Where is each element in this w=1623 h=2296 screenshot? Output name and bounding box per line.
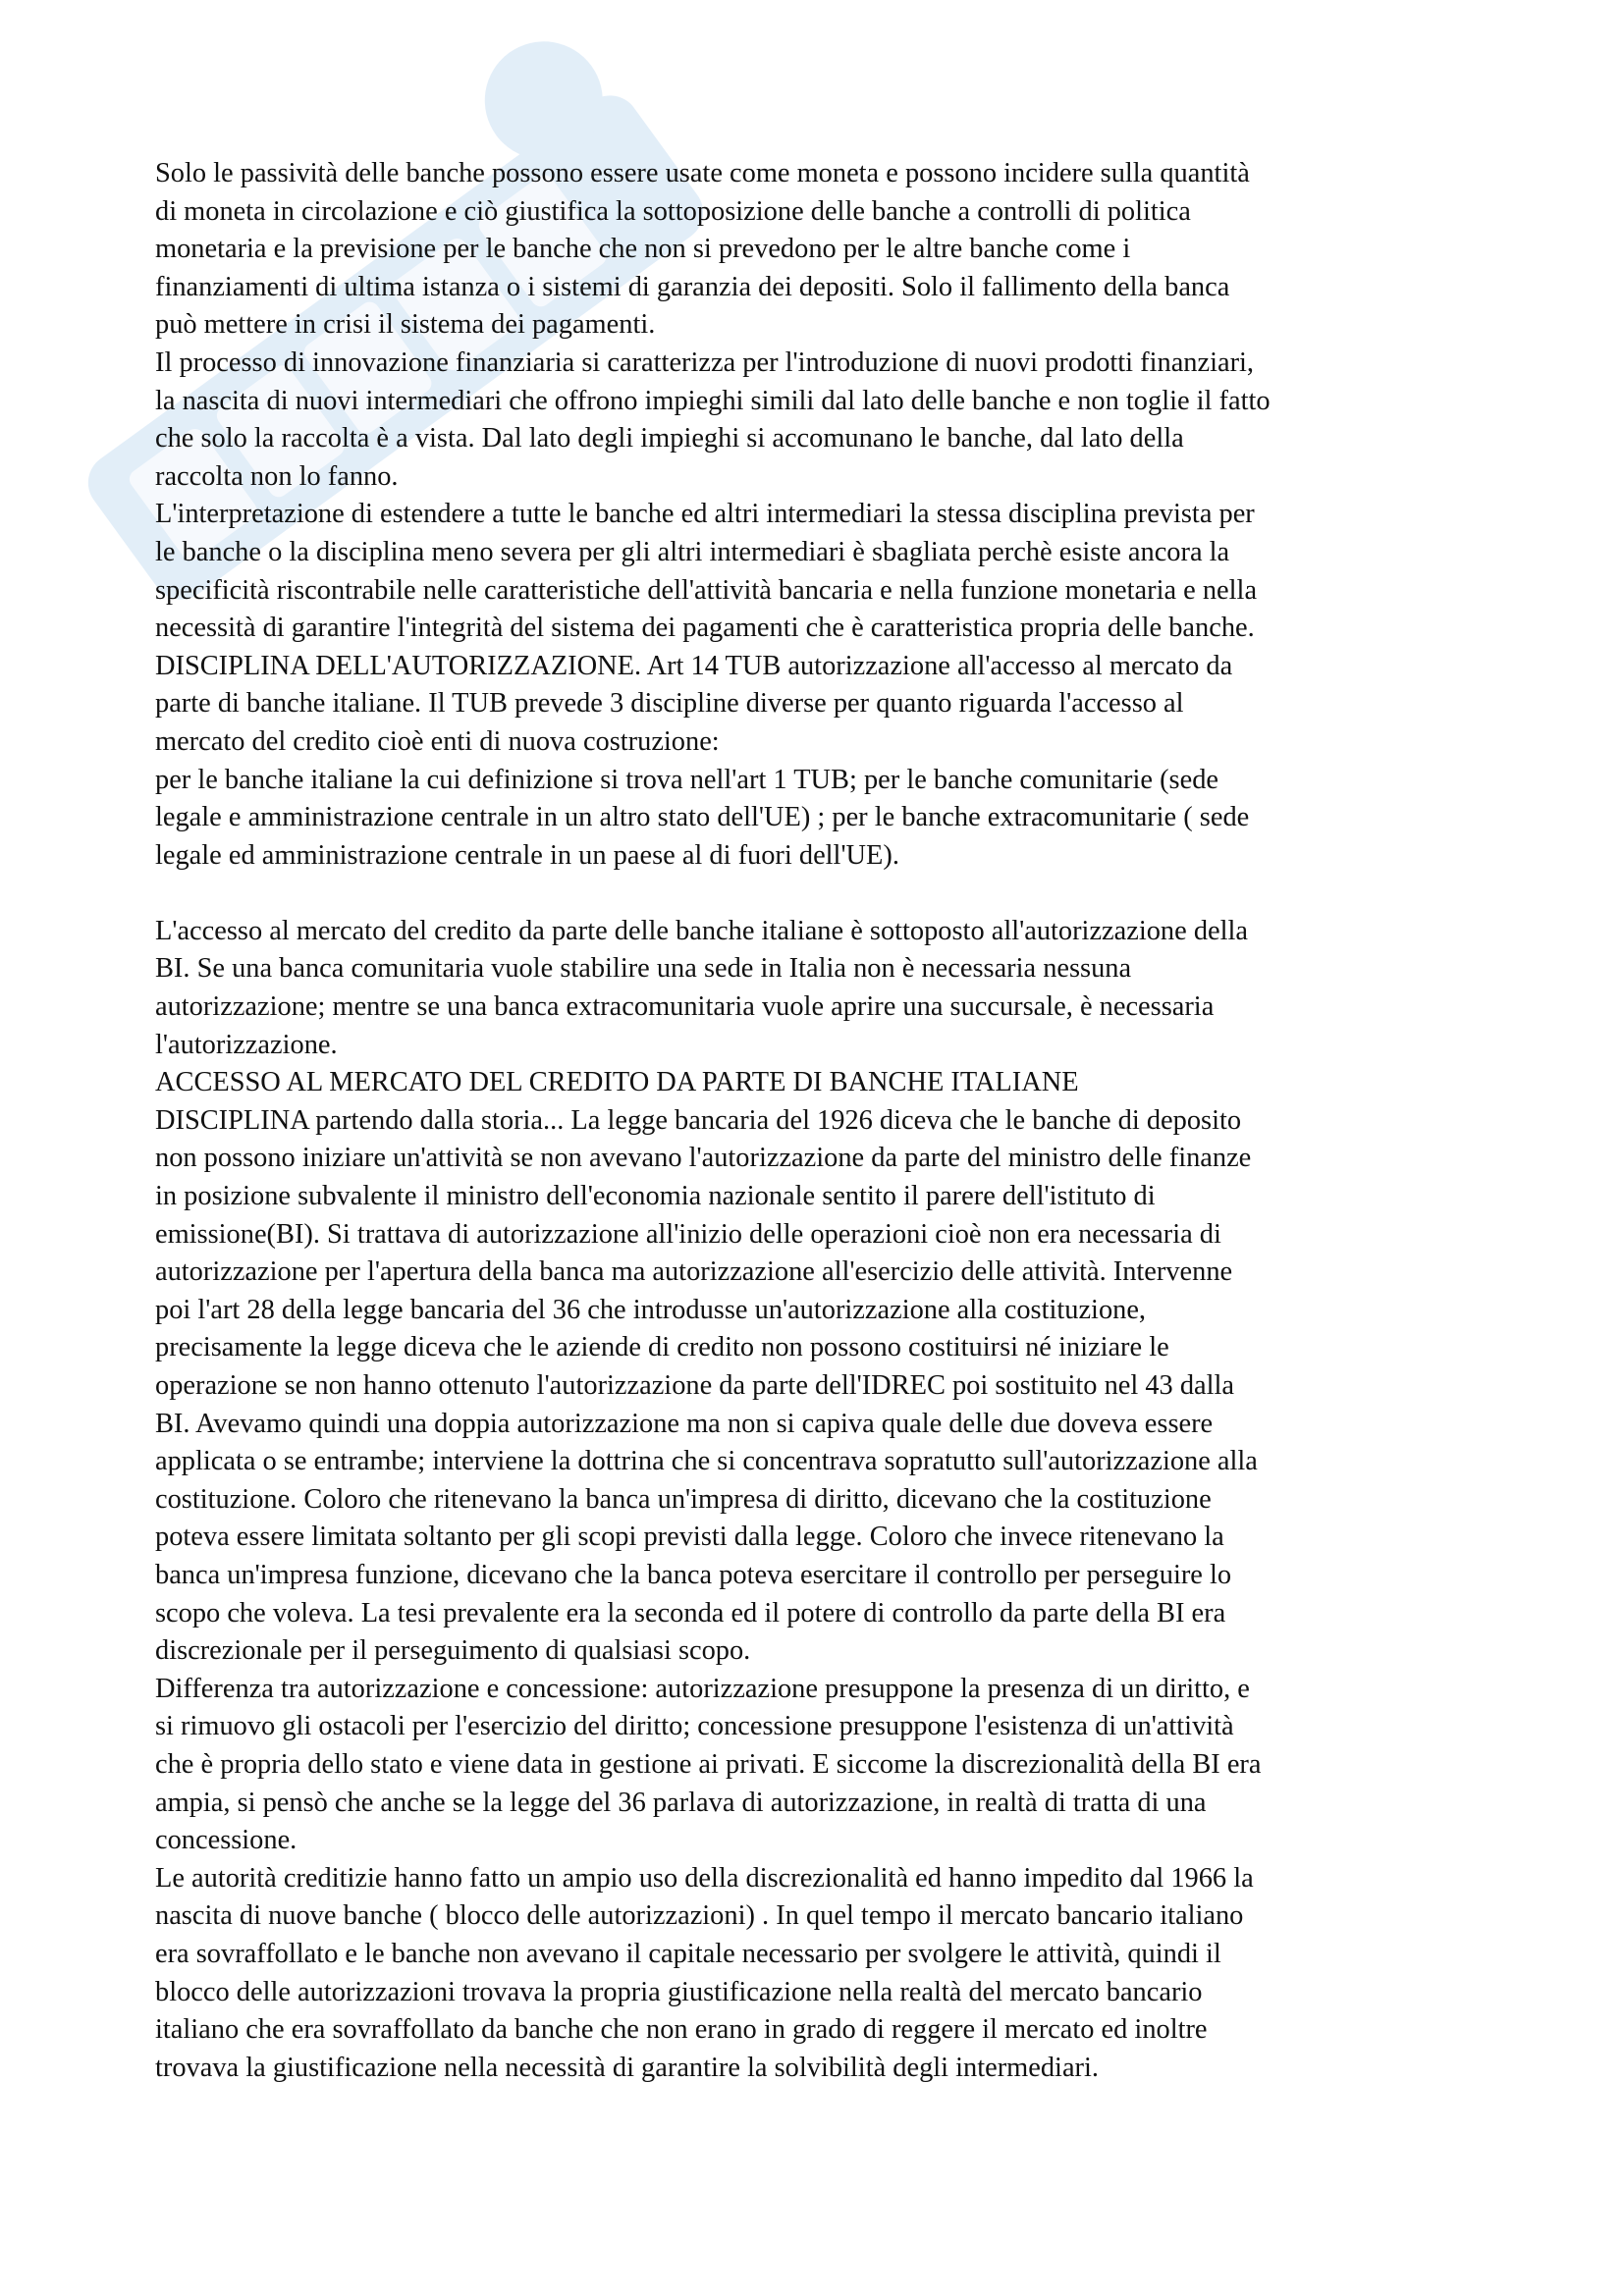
- text-line: precisamente la legge diceva che le aziende di credito non possono costituirsi né iniziare le: [155, 1332, 1169, 1363]
- text-line: Il processo di innovazione finanziaria si caratterizza per l'introduzione di nuovi prodotti finanziari,: [155, 347, 1255, 378]
- text-line: può mettere in crisi il sistema dei pagamenti.: [155, 309, 656, 341]
- text-line: per le banche italiane la cui definizione si trova nell'art 1 TUB; per le banche comunitarie (sede: [155, 764, 1218, 795]
- text-line: autorizzazione per l'apertura della banca ma autorizzazione all'esercizio delle attività. Intervenne: [155, 1256, 1233, 1288]
- text-line: di moneta in circolazione e ciò giustifica la sottoposizione delle banche a controlli di politica: [155, 195, 1191, 227]
- text-line: mercato del credito cioè enti di nuova costruzione:: [155, 725, 720, 757]
- text-line: Solo le passività delle banche possono essere usate come moneta e possono incidere sulla quantità: [155, 158, 1250, 188]
- blank-line: [155, 875, 1471, 913]
- text-line: italiano che era sovraffollato da banche che non erano in grado di reggere il mercato ed inoltre: [155, 2014, 1208, 2046]
- text-line: specificità riscontrabile nelle caratteristiche dell'attività bancaria e nella funzione monetaria e nella: [155, 574, 1258, 606]
- text-line: le banche o la disciplina meno severa per gli altri intermediari è sbagliata perchè esiste ancora la: [155, 536, 1230, 567]
- text-line: banca un'impresa funzione, dicevano che la banca poteva esercitare il controllo per perseguire lo: [155, 1559, 1232, 1590]
- text-line: autorizzazione; mentre se una banca extracomunitaria vuole aprire una succursale, è necessaria: [155, 991, 1215, 1023]
- text-line: legale e amministrazione centrale in un altro stato dell'UE) ; per le banche extracomunitarie ( sede: [155, 802, 1250, 833]
- text-line: poi l'art 28 della legge bancaria del 36 che introdusse un'autorizzazione alla costituzione,: [155, 1294, 1147, 1325]
- text-line: in posizione subvalente il ministro dell'economia nazionale sentito il parere dell'istituto di: [155, 1181, 1156, 1212]
- text-line: operazione se non hanno ottenuto l'autorizzazione da parte dell'IDREC poi sostituito nel 43 dalla: [155, 1370, 1235, 1401]
- section-heading-line: ACCESSO AL MERCATO DEL CREDITO DA PARTE DI BANCHE ITALIANE: [155, 1067, 1079, 1098]
- document-body: [155, 155, 1471, 2087]
- text-line: necessità di garantire l'integrità del sistema dei pagamenti che è caratteristica propria delle banche.: [155, 613, 1255, 644]
- text-line: che è propria dello stato e viene data in gestione ai privati. E siccome la discrezionalità della BI era: [155, 1748, 1262, 1780]
- text-line: parte di banche italiane. Il TUB prevede 3 discipline diverse per quanto riguarda l'accesso al: [155, 688, 1184, 720]
- text-line: blocco delle autorizzazioni trovava la propria giustificazione nella realtà del mercato bancario: [155, 1976, 1203, 2007]
- text-line: BI. Se una banca comunitaria vuole stabilire una sede in Italia non è necessaria nessuna: [155, 953, 1132, 985]
- text-line: finanziamenti di ultima istanza o i sistemi di garanzia dei depositi. Solo il fallimento della banca: [155, 271, 1230, 302]
- text-line: scopo che voleva. La tesi prevalente era la seconda ed il potere di controllo da parte della BI era: [155, 1597, 1226, 1629]
- text-line: la nascita di nuovi intermediari che offrono impieghi simili dal lato delle banche e non toglie il fatto: [155, 385, 1271, 416]
- text-line: l'autorizzazione.: [155, 1029, 338, 1060]
- text-line: poteva essere limitata soltanto per gli scopi previsti dalla legge. Coloro che invece ritenevano la: [155, 1522, 1224, 1553]
- text-line: che solo la raccolta è a vista. Dal lato degli impieghi si accomunano le banche, dal lato della: [155, 423, 1184, 454]
- text-line: nascita di nuove banche ( blocco delle autorizzazioni) . In quel tempo il mercato bancario italiano: [155, 1900, 1244, 1932]
- section-heading-line: DISCIPLINA DELL'AUTORIZZAZIONE. Art 14 TUB autorizzazione all'accesso al mercato da: [155, 650, 1233, 681]
- text-line: Le autorità creditizie hanno fatto un ampio uso della discrezionalità ed hanno impedito dal 1966 la: [155, 1862, 1254, 1894]
- text-line: L'accesso al mercato del credito da parte delle banche italiane è sottoposto all'autorizzazione della: [155, 915, 1249, 946]
- text-line: raccolta non lo fanno.: [155, 460, 399, 492]
- text-line: si rimuovo gli ostacoli per l'esercizio del diritto; concessione presuppone l'esistenza di un'attività: [155, 1711, 1234, 1742]
- text-line: BI. Avevamo quindi una doppia autorizzazione ma non si capiva quale delle due doveva essere: [155, 1408, 1214, 1439]
- text-line: trovava la giustificazione nella necessità di garantire la solvibilità degli intermediari.: [155, 2052, 1099, 2083]
- text-line: L'interpretazione di estendere a tutte le banche ed altri intermediari la stessa disciplina prevista per: [155, 499, 1255, 530]
- text-line: monetaria e la previsione per le banche che non si prevedono per le altre banche come i: [155, 234, 1131, 265]
- text-line: discrezionale per il perseguimento di qualsiasi scopo.: [155, 1635, 751, 1667]
- text-line: non possono iniziare un'attività se non avevano l'autorizzazione da parte del ministro delle finanze: [155, 1143, 1252, 1174]
- text-line: era sovraffollato e le banche non avevano il capitale necessario per svolgere le attività, quindi il: [155, 1938, 1221, 1969]
- text-line: applicata o se entrambe; interviene la dottrina che si concentrava sopratutto sull'autorizzazione alla: [155, 1446, 1258, 1477]
- text-line: legale ed amministrazione centrale in un paese al di fuori dell'UE).: [155, 839, 899, 871]
- text-line: concessione.: [155, 1825, 298, 1856]
- text-line: costituzione. Coloro che ritenevano la banca un'impresa di diritto, dicevano che la costituzione: [155, 1483, 1212, 1515]
- text-line: ampia, si pensò che anche se la legge del 36 parlava di autorizzazione, in realtà di tratta di una: [155, 1787, 1207, 1818]
- text-line: DISCIPLINA partendo dalla storia... La legge bancaria del 1926 diceva che le banche di deposito: [155, 1104, 1242, 1136]
- text-line: Differenza tra autorizzazione e concessione: autorizzazione presuppone la presenza di un diritto, e: [155, 1673, 1250, 1704]
- text-line: emissione(BI). Si trattava di autorizzazione all'inizio delle operazioni cioè non era necessaria di: [155, 1218, 1221, 1250]
